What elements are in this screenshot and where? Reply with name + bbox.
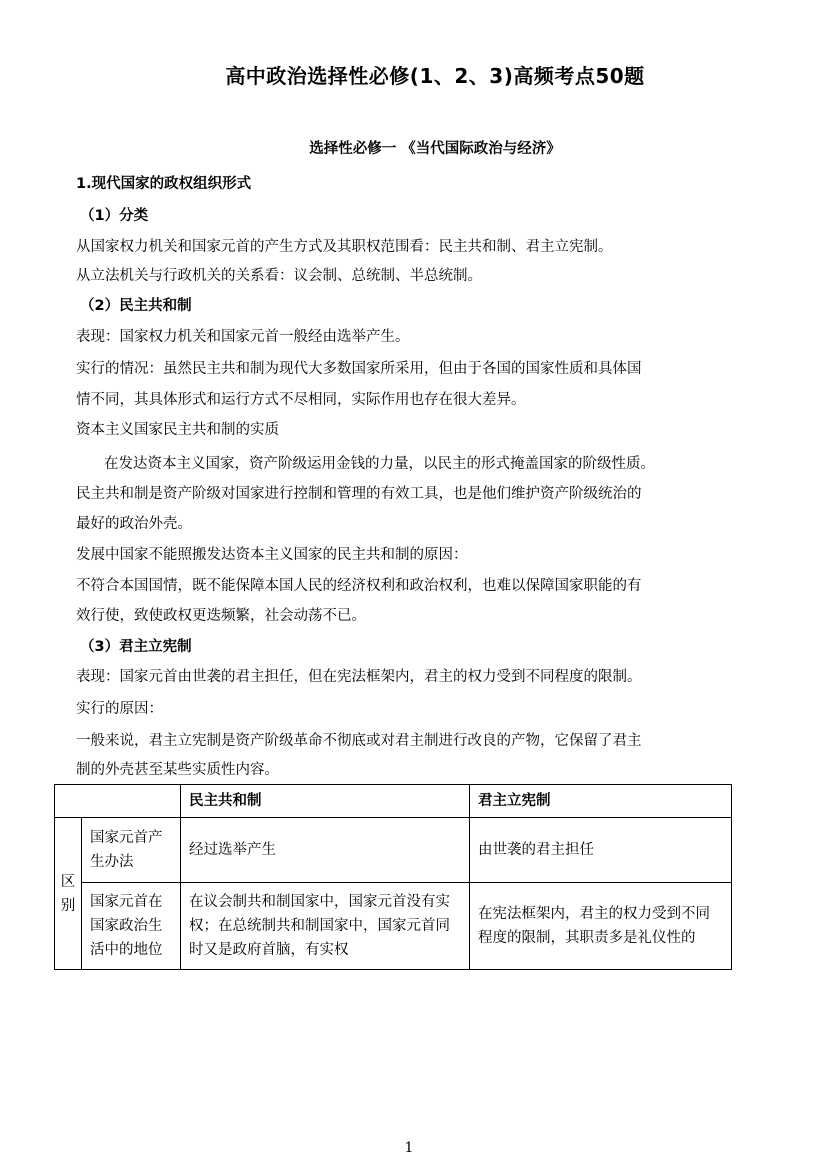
paragraph-14: 实行的原因： <box>76 701 163 717</box>
paragraph-7: 在发达资本主义国家，资产阶级运用金钱的力量，以民主的形式掩盖国家的阶级性质。 <box>104 456 655 472</box>
header-republic: 民主共和制 <box>181 785 470 818</box>
row-monarchy-cell: 由世袭的君主担任 <box>470 818 732 883</box>
page-number: 1 <box>404 1140 414 1156</box>
paragraph-11: 不符合本国国情，既不能保障本国人民的经济权利和政治权利，也难以保障国家职能的有 <box>76 578 642 594</box>
paragraph-6: 资本主义国家民主共和制的实质 <box>76 422 279 438</box>
paragraph-13: 表现：国家元首由世袭的君主担任，但在宪法框架内，君主的权力受到不同程度的限制。 <box>76 669 642 685</box>
paragraph-9: 最好的政治外壳。 <box>76 516 192 532</box>
paragraph-1: 从国家权力机关和国家元首的产生方式及其职权范围看：民主共和制、君主立宪制。 <box>76 239 613 255</box>
paragraph-8: 民主共和制是资产阶级对国家进行控制和管理的有效工具，也是他们维护资产阶级统治的 <box>76 486 642 502</box>
paragraph-5: 情不同，其具体形式和运行方式不尽相同，实际作用也存在很大差异。 <box>76 392 526 408</box>
paragraph-12: 效行使，致使政权更迭频繁，社会动荡不已。 <box>76 608 366 624</box>
difference-label-char-2: 别 <box>60 897 76 914</box>
heading-classify: （1）分类 <box>80 208 149 224</box>
row-monarchy-cell: 在宪法框架内，君主的权力受到不同程度的限制，其职责多是礼仪性的 <box>470 883 732 970</box>
table-corner-cell <box>55 785 181 818</box>
heading-republic: （2）民主共和制 <box>80 298 192 314</box>
paragraph-16: 制的外壳甚至某些实质性内容。 <box>76 762 279 778</box>
row-republic-cell: 经过选举产生 <box>181 818 470 883</box>
difference-label-cell <box>55 818 82 970</box>
section-subtitle: 选择性必修一 《当代国际政治与经济》 <box>309 141 561 157</box>
heading-monarchy: （3）君主立宪制 <box>80 639 192 655</box>
table-row <box>55 818 732 883</box>
paragraph-15: 一般来说，君主立宪制是资产阶级革命不彻底或对君主制进行改良的产物，它保留了君主 <box>76 733 642 749</box>
paragraph-4: 实行的情况：虽然民主共和制为现代大多数国家所采用，但由于各国的国家性质和具体国 <box>76 361 642 377</box>
table-header-row <box>55 785 732 818</box>
difference-label-char-1: 区 <box>60 873 76 890</box>
row-republic-cell: 在议会制共和制国家中，国家元首没有实权；在总统制共和制国家中，国家元首同时又是政府首脑，有实权 <box>181 883 470 970</box>
paragraph-10: 发展中国家不能照搬发达资本主义国家的民主共和制的原因： <box>76 547 468 563</box>
document-title: 高中政治选择性必修(1、2、3)高频考点50题 <box>225 64 645 88</box>
header-monarchy: 君主立宪制 <box>470 785 732 818</box>
paragraph-2: 从立法机关与行政机关的关系看：议会制、总统制、半总统制。 <box>76 268 482 284</box>
paragraph-3: 表现：国家权力机关和国家元首一般经由选举产生。 <box>76 329 410 345</box>
row-item-cell: 国家元首在国家政治生活中的地位 <box>82 883 181 970</box>
row-item-cell: 国家元首产生办法 <box>82 818 181 883</box>
heading-1: 1.现代国家的政权组织形式 <box>76 176 252 192</box>
comparison-table <box>54 784 732 970</box>
table-row <box>55 883 732 970</box>
